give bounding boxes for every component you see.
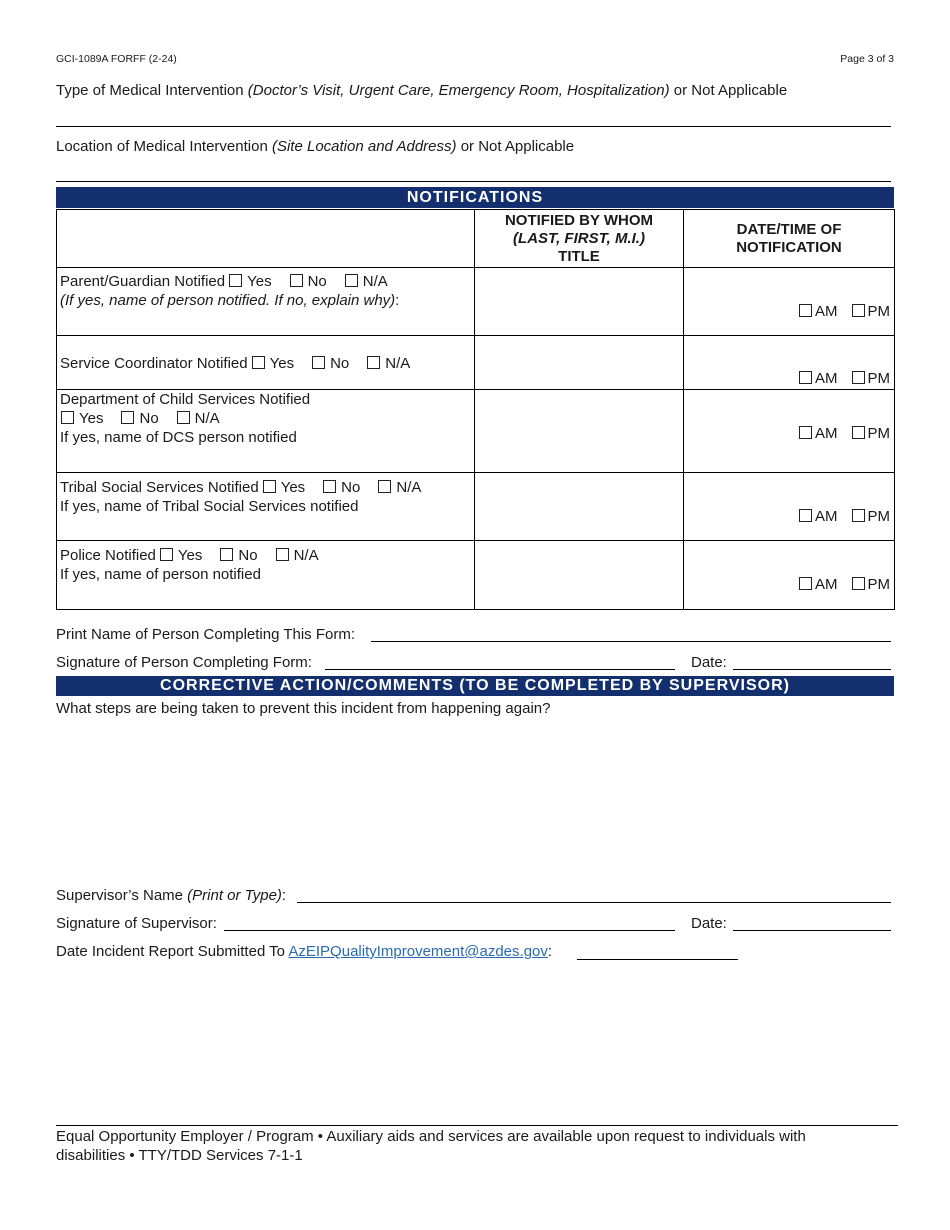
medical-type-label: Type of Medical Intervention [56, 82, 244, 99]
footer-line1: Equal Opportunity Employer / Program • Auxiliary aids and services are available upon request to individuals with [56, 1128, 806, 1145]
supervisor-name-hint: (Print or Type) [187, 887, 282, 904]
service-coordinator-no-checkbox[interactable] [312, 356, 325, 369]
no-label: No [330, 355, 350, 372]
signature-field[interactable] [325, 669, 675, 670]
supervisor-name-field[interactable] [297, 902, 891, 903]
dcs-label: Department of Child Services Notified [60, 391, 311, 408]
parent-guardian-note-suffix: : [395, 292, 400, 309]
service-coordinator-cell [57, 336, 475, 390]
service-coordinator-date-field[interactable] [684, 336, 895, 390]
parent-guardian-cell [57, 268, 475, 336]
notifications-table [56, 209, 895, 610]
table-row [57, 390, 895, 473]
police-date-field[interactable] [684, 541, 895, 610]
parent-guardian-am-checkbox[interactable] [799, 304, 812, 317]
supervisor-date-label: Date: [691, 915, 727, 932]
tribal-notified-by-field[interactable] [475, 473, 684, 541]
medical-location-hint: (Site Location and Address) [271, 138, 457, 155]
parent-guardian-notified-by-field[interactable] [475, 268, 684, 336]
form-id: GCI-1089A FORFF (2-24) [56, 53, 177, 65]
police-na-checkbox[interactable] [276, 548, 289, 561]
police-pm-checkbox[interactable] [852, 577, 865, 590]
tribal-pm-checkbox[interactable] [852, 509, 865, 522]
service-coordinator-pm-checkbox[interactable] [852, 371, 865, 384]
pm-label: PM [867, 576, 890, 593]
am-label: AM [815, 425, 838, 442]
tribal-label: Tribal Social Services Notified [60, 479, 259, 496]
footer [56, 1127, 806, 1165]
am-label: AM [815, 576, 838, 593]
pm-label: PM [867, 303, 890, 320]
header-date-time [684, 210, 895, 268]
medical-location-field[interactable] [56, 181, 891, 182]
no-label: No [307, 273, 327, 290]
service-coordinator-am-checkbox[interactable] [799, 371, 812, 384]
na-label: N/A [385, 355, 411, 372]
no-label: No [139, 410, 159, 427]
yes-label: Yes [247, 273, 272, 290]
tribal-no-checkbox[interactable] [323, 480, 336, 493]
table-row [57, 473, 895, 541]
supervisor-name-suffix: : [281, 887, 287, 904]
yes-label: Yes [280, 479, 306, 496]
dcs-no-checkbox[interactable] [121, 411, 134, 424]
header-blank [57, 210, 475, 268]
medical-type-hint: (Doctor’s Visit, Urgent Care, Emergency Room, Hospitalization) [247, 82, 670, 99]
medical-location-suffix: or Not Applicable [456, 138, 575, 155]
submitted-label: Date Incident Report Submitted To [56, 943, 289, 960]
yes-label: Yes [177, 547, 203, 564]
service-coordinator-label: Service Coordinator Notified [60, 355, 248, 372]
tribal-yes-checkbox[interactable] [263, 480, 276, 493]
corrective-banner: CORRECTIVE ACTION/COMMENTS (TO BE COMPLETED BY SUPERVISOR) [56, 676, 894, 696]
am-label: AM [815, 508, 838, 525]
dcs-note: If yes, name of DCS person notified [60, 429, 297, 446]
corrective-comments-area[interactable] [56, 722, 894, 882]
service-coordinator-notified-by-field[interactable] [475, 336, 684, 390]
parent-guardian-label: Parent/Guardian Notified [60, 273, 226, 290]
police-cell [57, 541, 475, 610]
notifications-banner: NOTIFICATIONS [56, 187, 894, 208]
police-notified-by-field[interactable] [475, 541, 684, 610]
supervisor-date-field[interactable] [733, 930, 891, 931]
na-label: N/A [293, 547, 319, 564]
header-date-time-line2: NOTIFICATION [736, 238, 842, 256]
submitted-line [56, 943, 552, 960]
service-coordinator-yes-checkbox[interactable] [252, 356, 265, 369]
pm-label: PM [867, 370, 890, 387]
tribal-cell [57, 473, 475, 541]
tribal-date-field[interactable] [684, 473, 895, 541]
medical-type-suffix: or Not Applicable [669, 82, 788, 99]
footer-divider [56, 1125, 898, 1126]
medical-type-line [56, 82, 787, 99]
medical-type-field[interactable] [56, 126, 891, 127]
yes-label: Yes [269, 355, 295, 372]
table-row [57, 268, 895, 336]
police-note: If yes, name of person notified [60, 566, 261, 583]
parent-guardian-note: (If yes, name of person notified. If no, explain why) [60, 292, 396, 309]
medical-location-line [56, 138, 574, 155]
yes-label: Yes [79, 410, 104, 427]
pm-label: PM [867, 425, 890, 442]
header-notified-by-line2: (LAST, FIRST, M.I.) [513, 229, 645, 247]
dcs-date-field[interactable] [684, 390, 895, 473]
parent-guardian-date-field[interactable] [684, 268, 895, 336]
supervisor-name-line [56, 887, 286, 904]
police-no-checkbox[interactable] [220, 548, 233, 561]
submitted-suffix: : [547, 943, 553, 960]
dcs-na-checkbox[interactable] [177, 411, 190, 424]
na-label: N/A [396, 479, 422, 496]
supervisor-signature-field[interactable] [224, 930, 675, 931]
dcs-yes-checkbox[interactable] [61, 411, 74, 424]
header-notified-by [475, 210, 684, 268]
no-label: No [238, 547, 258, 564]
page-number: Page 3 of 3 [840, 53, 894, 65]
table-row [57, 541, 895, 610]
corrective-question: What steps are being taken to prevent this incident from happening again? [56, 700, 551, 717]
dcs-pm-checkbox[interactable] [852, 426, 865, 439]
dcs-notified-by-field[interactable] [475, 390, 684, 473]
table-row [57, 336, 895, 390]
print-name-field[interactable] [371, 641, 891, 642]
am-label: AM [815, 370, 838, 387]
dcs-cell [57, 390, 475, 473]
parent-guardian-yes-checkbox[interactable] [229, 274, 242, 287]
police-label: Police Notified [60, 547, 156, 564]
signature-label: Signature of Person Completing Form: [56, 654, 312, 671]
medical-location-label: Location of Medical Intervention [56, 138, 268, 155]
tribal-am-checkbox[interactable] [799, 509, 812, 522]
header-notified-by-line1: NOTIFIED BY WHOM [504, 211, 654, 229]
footer-line2: disabilities • TTY/TDD Services 7-1-1 [56, 1147, 303, 1164]
submitted-date-field[interactable] [577, 959, 738, 960]
supervisor-signature-label: Signature of Supervisor: [56, 915, 217, 932]
dcs-am-checkbox[interactable] [799, 426, 812, 439]
header-notified-by-line3: TITLE [558, 247, 600, 265]
completion-date-field[interactable] [733, 669, 891, 670]
police-yes-checkbox[interactable] [160, 548, 173, 561]
header-date-time-line1: DATE/TIME OF [736, 220, 842, 238]
na-label: N/A [194, 410, 220, 427]
no-label: No [341, 479, 361, 496]
service-coordinator-na-checkbox[interactable] [367, 356, 380, 369]
na-label: N/A [362, 273, 388, 290]
completion-date-label: Date: [691, 654, 727, 671]
supervisor-name-label: Supervisor’s Name [56, 887, 183, 904]
print-name-label: Print Name of Person Completing This Form: [56, 626, 355, 643]
pm-label: PM [867, 508, 890, 525]
am-label: AM [815, 303, 838, 320]
email-link[interactable]: AzEIPQualityImprovement@azdes.gov [288, 943, 548, 960]
police-am-checkbox[interactable] [799, 577, 812, 590]
parent-guardian-pm-checkbox[interactable] [852, 304, 865, 317]
parent-guardian-na-checkbox[interactable] [345, 274, 358, 287]
tribal-note: If yes, name of Tribal Social Services notified [60, 498, 359, 515]
parent-guardian-no-checkbox[interactable] [290, 274, 303, 287]
table-header-row [57, 210, 895, 268]
tribal-na-checkbox[interactable] [378, 480, 391, 493]
